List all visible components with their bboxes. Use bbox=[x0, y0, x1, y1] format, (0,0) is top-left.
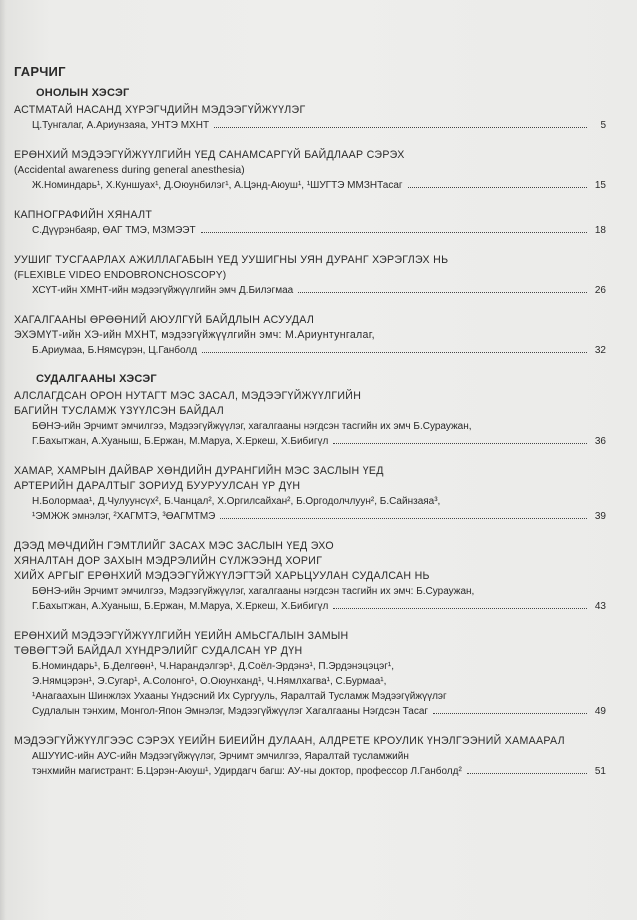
leader-dots bbox=[298, 292, 587, 293]
leader-dots bbox=[333, 443, 587, 444]
entry-page-number: 39 bbox=[594, 511, 606, 522]
entry-page-number: 15 bbox=[594, 180, 606, 191]
entry-subtitle-line: (Accidental awareness during general anesthesia) bbox=[14, 165, 245, 176]
entry-title-line: ЭХЭМҮТ-ийн ХЭ-ийн МХНТ, мэдээгүйжүүлгийн эмч: М.Ариунтунгалаг, bbox=[14, 329, 375, 341]
entry-author-line: Б.Номиндарь¹, Б.Делгөөн¹, Ч.Нарандэлгэр¹, Д.Соёл-Эрдэнэ¹, П.Эрдэнэцэцэг¹, bbox=[32, 661, 394, 672]
toc-entry[interactable] bbox=[14, 103, 606, 133]
entry-title-line: ТӨВӨГТЭЙ БАЙДАЛ ХҮНДРЭЛИЙГ СУДАЛСАН ҮР ДҮН bbox=[14, 645, 303, 657]
toc-entry[interactable] bbox=[14, 389, 606, 449]
toc-entry[interactable] bbox=[14, 734, 606, 779]
entry-author-line-with-page bbox=[32, 599, 606, 614]
entry-author-line: АШУҮИС-ийн АУС-ийн Мэдээгүйжүүлэг, Эрчимт эмчилгээ, Яаралтай тусламжийн bbox=[32, 751, 409, 762]
entry-author-text: тэнхмийн магистрант: Б.Цэрэн-Аюуш¹, Удирдагч багш: АУ-ны доктор, профессор Л.Ганболд² bbox=[32, 766, 462, 777]
entry-author-text: Судлалын тэнхим, Монгол-Япон Эмнэлэг, Мэдээгүйжүүлэг Хагалгааны Нэгдсэн Тасаг bbox=[32, 706, 429, 717]
entry-author-line-with-page bbox=[32, 178, 606, 193]
entry-title-line: ХИЙХ АРГЫГ ЕРӨНХИЙ МЭДЭЭГҮЙЖҮҮЛЭГТЭЙ ХАРЬЦУУЛАН СУДАЛСАН НЬ bbox=[14, 570, 430, 582]
toc-section bbox=[14, 373, 606, 779]
entry-title-line: АРТЕРИЙН ДАРАЛТЫГ ЗОРИУД БУУРУУЛСАН ҮР ДҮН bbox=[14, 480, 301, 492]
entry-page-number: 18 bbox=[594, 225, 606, 236]
toc-entry[interactable] bbox=[14, 539, 606, 614]
entry-title-line: ЕРӨНХИЙ МЭДЭЭГҮЙЖҮҮЛГИЙН ҮЕД САНАМСАРГҮЙ БАЙДЛААР СЭРЭХ bbox=[14, 149, 405, 161]
toc-section bbox=[14, 87, 606, 358]
entry-author-line-with-page bbox=[32, 509, 606, 524]
entry-title-line: КАПНОГРАФИЙН ХЯНАЛТ bbox=[14, 209, 153, 221]
leader-dots bbox=[214, 127, 587, 128]
entry-title-line: УУШИГ ТУСГААРЛАХ АЖИЛЛАГАБЫН ҮЕД УУШИГНЫ УЯН ДУРАНГ ХЭРЭГЛЭХ НЬ bbox=[14, 254, 449, 266]
entry-page-number: 32 bbox=[594, 345, 606, 356]
entry-author-text: Г.Бахытжан, А.Хуаныш, Б.Ержан, М.Маруа, Х.Еркеш, Х.Бибигүл bbox=[32, 436, 329, 447]
leader-dots bbox=[467, 773, 587, 774]
entry-title-line: ХАМАР, ХАМРЫН ДАЙВАР ХӨНДИЙН ДУРАНГИЙН МЭС ЗАСЛЫН ҮЕД bbox=[14, 465, 384, 477]
entry-author-line: Э.Нямцэрэн¹, Э.Сугар¹, А.Солонго¹, О.Оюунханд¹, Ч.Нямлхагва¹, С.Бурмаа¹, bbox=[32, 676, 387, 687]
leader-dots bbox=[433, 713, 587, 714]
entry-title-line: ЕРӨНХИЙ МЭДЭЭГҮЙЖҮҮЛГИЙН ҮЕИЙН АМЬСГАЛЫН ЗАМЫН bbox=[14, 630, 349, 642]
entry-author-text: ХСҮТ-ийн ХМНТ-ийн мэдээгүйжүүлгийн эмч Д.Билэгмаа bbox=[32, 285, 294, 296]
entry-page-number: 49 bbox=[594, 706, 606, 717]
toc-sections bbox=[14, 87, 606, 779]
toc-content bbox=[14, 64, 606, 794]
entry-page-number: 51 bbox=[594, 766, 606, 777]
toc-entry[interactable] bbox=[14, 253, 606, 298]
leader-dots bbox=[202, 352, 587, 353]
entry-page-number: 43 bbox=[594, 601, 606, 612]
section-heading: СУДАЛГААНЫ ХЭСЭГ bbox=[36, 373, 157, 385]
entry-title-line: АСТМАТАЙ НАСАНД ХҮРЭГЧДИЙН МЭДЭЭГҮЙЖҮҮЛЭГ bbox=[14, 104, 306, 116]
toc-entry[interactable] bbox=[14, 629, 606, 719]
toc-entry[interactable] bbox=[14, 208, 606, 238]
entry-author-line-with-page bbox=[32, 118, 606, 133]
entry-author-line-with-page bbox=[32, 283, 606, 298]
entry-author-text: Ж.Номиндарь¹, Х.Куншуах¹, Д.Оюунбилэг¹, А.Цэнд-Аюуш¹, ¹ШУГТЭ ММЗНТасаг bbox=[32, 180, 403, 191]
entry-author-text: ¹ЭМЖЖ эмнэлэг, ²ХАГМТЭ, ³ӨАГМТМЭ bbox=[32, 511, 216, 522]
toc-entry[interactable] bbox=[14, 148, 606, 193]
section-heading: ОНОЛЫН ХЭСЭГ bbox=[36, 87, 130, 99]
toc-entry[interactable] bbox=[14, 313, 606, 358]
entry-author-line-with-page bbox=[32, 434, 606, 449]
entry-title-line: МЭДЭЭГҮЙЖҮҮЛГЭЭС СЭРЭХ ҮЕИЙН БИЕИЙН ДУЛААН, АЛДРЕТЕ КРОУЛИК ҮНЭЛГЭЭНИЙ ХАМААРАЛ bbox=[14, 735, 565, 747]
entry-author-line-with-page bbox=[32, 764, 606, 779]
leader-dots bbox=[220, 518, 587, 519]
entry-author-text: Б.Ариумаа, Б.Нямсүрэн, Ц.Ганболд bbox=[32, 345, 198, 356]
toc-title: ГАРЧИГ bbox=[14, 64, 66, 79]
entry-author-text: С.Дүүрэнбаяр, ӨАГ ТМЭ, МЗМЭЭТ bbox=[32, 225, 196, 236]
entry-author-line-with-page bbox=[32, 704, 606, 719]
leader-dots bbox=[333, 608, 587, 609]
entry-page-number: 36 bbox=[594, 436, 606, 447]
entry-page-number: 5 bbox=[600, 120, 606, 131]
entry-author-line-with-page bbox=[32, 343, 606, 358]
toc-entry[interactable] bbox=[14, 464, 606, 524]
entry-author-line: БӨНЭ-ийн Эрчимт эмчилгээ, Мэдээгүйжүүлэг, хагалгааны нэгдсэн тасгийн их эмч Б.Сураужан, bbox=[32, 421, 472, 432]
entry-author-text: Ц.Тунгалаг, А.Ариунзаяа, УНТЭ МХНТ bbox=[32, 120, 210, 131]
entry-page-number: 26 bbox=[594, 285, 606, 296]
entry-title-line: ДЭЭД МӨЧДИЙН ГЭМТЛИЙГ ЗАСАХ МЭС ЗАСЛЫН ҮЕД ЭХО bbox=[14, 540, 334, 552]
leader-dots bbox=[408, 187, 587, 188]
entry-author-line-with-page bbox=[32, 223, 606, 238]
entry-author-line: Н.Болормаа¹, Д.Чулуунсүх², Б.Чанцал², Х.Оргилсайхан², Б.Оргодолчлуун², Б.Сайнзаяа³, bbox=[32, 496, 441, 507]
page-edge-shadow bbox=[0, 0, 6, 920]
entry-author-line: ¹Анагаахын Шинжлэх Ухааны Үндэсний Их Сургууль, Яаралтай Тусламж Мэдээгүйжүүлэг bbox=[32, 691, 447, 702]
entry-subtitle-line: (FLEXIBLE VIDEO ENDOBRONCHOSCOPY) bbox=[14, 270, 227, 281]
entry-title-line: ХАГАЛГААНЫ ӨРӨӨНИЙ АЮУЛГҮЙ БАЙДЛЫН АСУУДАЛ bbox=[14, 314, 315, 326]
leader-dots bbox=[201, 232, 587, 233]
entry-title-line: АЛСЛАГДСАН ОРОН НУТАГТ МЭС ЗАСАЛ, МЭДЭЭГҮЙЖҮҮЛГИЙН bbox=[14, 390, 362, 402]
entry-title-line: БАГИЙН ТУСЛАМЖ ҮЗҮҮЛСЭН БАЙДАЛ bbox=[14, 405, 225, 417]
entry-author-text: Г.Бахытжан, А.Хуаныш, Б.Ержан, М.Маруа, Х.Еркеш, Х.Бибигүл bbox=[32, 601, 329, 612]
entry-author-line: БӨНЭ-ийн Эрчимт эмчилгээ, Мэдээгүйжүүлэг, хагалгааны нэгдсэн тасгийн их эмч: Б.Сураужан, bbox=[32, 586, 475, 597]
entry-title-line: ХЯНАЛТАН ДОР ЗАХЫН МЭДРЭЛИЙН СҮЛЖЭЭНД ХОРИГ bbox=[14, 555, 323, 567]
